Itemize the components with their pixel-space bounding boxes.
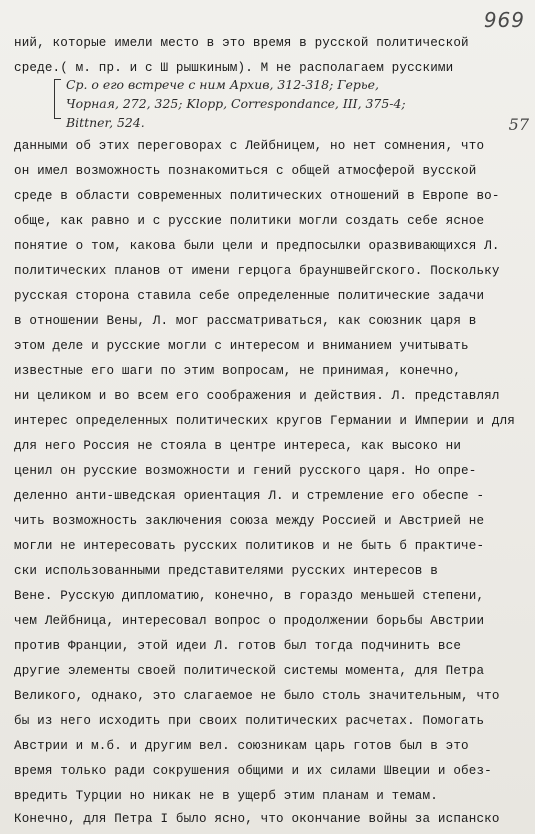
text-line: чить возможность заключения союза между Россией и Австрией не [14,514,485,528]
text-line: Вене. Русскую дипломатию, конечно, в гораздо меньшей степени, [14,589,485,603]
handwritten-footnote [66,75,531,130]
text-line: ценил он русские возможности и гений русского царя. Но опре- [14,464,477,478]
text-line: деленно анти-шведская ориентация Л. и стремление его обеспе - [14,489,485,503]
text-line: другие элементы своей политической системы момента, для Петра [14,664,485,678]
footnote-line: Чорная, 272, 325; Klopp, Correspondance, III, 375-4; [66,96,406,111]
footnote-line: Bittner, 524. [66,115,145,130]
text-line: русская сторона ставила себе определенные политические задачи [14,289,485,303]
text-line: чем Лейбница, интересовал вопрос о продолжении борьбы Австрии [14,614,485,628]
text-line: Великого, однако, это слагаемое не было столь значительным, что [14,689,500,703]
text-line: интерес определенных политических кругов Германии и Империи и для [14,414,515,428]
footnote-bracket [54,79,61,119]
text-line: могли не интересовать русских политиков и не быть б практиче- [14,539,485,553]
text-line: Конечно, для Петра I было ясно, что окончание войны за испанско [14,812,500,826]
text-line: вредить Турции но никак не в ущерб этим планам и темам. [14,789,438,803]
text-line: ски использованными представителями русских интересов в [14,564,438,578]
margin-annotation: 57 [508,115,529,134]
text-line: для него Россия не стояла в центре интереса, как высоко ни [14,439,462,453]
text-line: данными об этих переговорах с Лейбницем, но нет сомнения, что [14,139,485,153]
text-line: против Франции, этой идеи Л. готов был тогда подчинить все [14,639,462,653]
text-line: в отношении Вены, Л. мог рассматриваться, как союзник царя в [14,314,477,328]
text-line: среде в области современных политических отношений в Европе во- [14,189,500,203]
text-line: время только ради сокрушения общими и их силами Швеции и обез- [14,764,492,778]
text-line: обще, как равно и с русские политики могли создать себе ясное [14,214,485,228]
text-line: среде.( м. пр. и с Ш рышкиным). М не располагаем русскими [14,61,454,75]
footnote-line: Ср. о его встрече с ним Архив, 312-318; Герье, [66,77,379,92]
text-line: бы из него исходить при своих политических расчетах. Помогать [14,714,485,728]
text-line: он имел возможность познакомиться с общей атмосферой вусской [14,164,477,178]
text-line: понятие о том, какова были цели и предпосылки оразвивающихся Л. [14,239,500,253]
text-line: ний, которые имели место в это время в русской политической [14,36,469,50]
text-line: ни целиком и во всем его соображения и действия. Л. представлял [14,389,500,403]
page-number: 969 [483,8,525,32]
text-line: этом деле и русские могли с интересом и вниманием учитывать [14,339,469,353]
text-line: известные его шаги по этим вопросам, не принимая, конечно, [14,364,462,378]
text-line: Австрии и м.б. и другим вел. союзникам царь готов был в это [14,739,469,753]
text-line: политических планов от имени герцога брауншвейгского. Поскольку [14,264,500,278]
